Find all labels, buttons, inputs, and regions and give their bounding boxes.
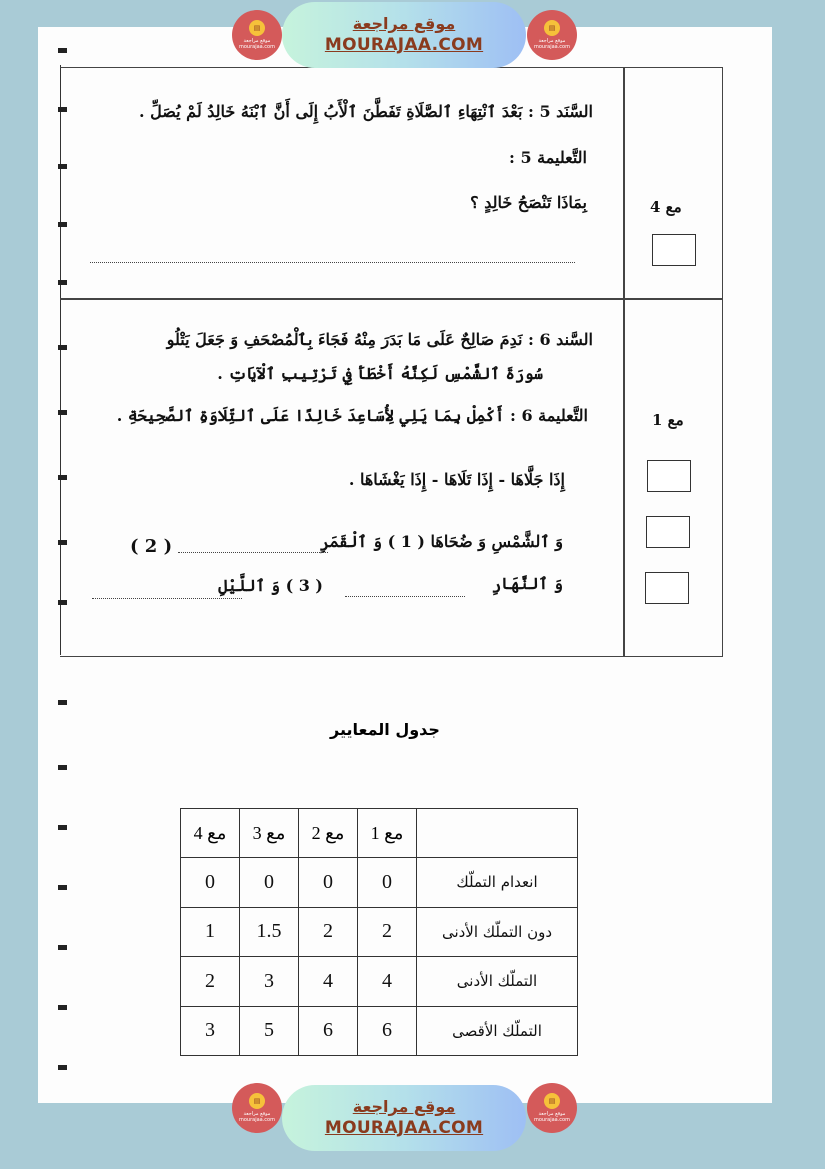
cell: 5 bbox=[240, 1006, 299, 1056]
verse-blank-3[interactable] bbox=[92, 598, 242, 599]
book-icon: ▤ bbox=[544, 20, 560, 36]
criteria-table-title: جدول المعايير bbox=[330, 720, 440, 739]
verse-line-1-start: وَ ٱلشَّمْسِ وَ ضُحَاهَا ( 1 ) وَ ٱلْقَمَرِ bbox=[320, 532, 563, 551]
score-box-3[interactable] bbox=[645, 572, 689, 604]
banner-site-link[interactable]: MOURAJAA.COM bbox=[324, 1118, 484, 1138]
verse-choices: إِذَا جَلَّاهَا - إِذَا تَلَاهَا - إِذَا يَغْشَاهَا . bbox=[348, 470, 565, 489]
cell: 6 bbox=[358, 1006, 417, 1056]
cell: 3 bbox=[240, 957, 299, 1007]
header-criterion-4: مع 4 bbox=[181, 809, 240, 858]
sanad-5-text: السَّنَد 5 : بَعْدَ ٱنْتِهَاءِ ٱلصَّلَاةِ تَفَطَّنَ ٱلْأَبُ إِلَى أَنَّ ٱبْنَهُ خَالِدُ لَمْ يُصَلِّ . bbox=[139, 102, 593, 121]
sanad-6-line2: سُورَةَ ٱلشَّمْسِ لَكِنَّهُ أَخْطَأَ فِي تَرْتِيبِ ٱلْآيَاتِ . bbox=[217, 364, 543, 383]
cell: 1 bbox=[181, 907, 240, 957]
criteria-column-divider bbox=[623, 68, 625, 656]
header-criterion-1: مع 1 bbox=[358, 809, 417, 858]
site-logo-left[interactable]: ▤ موقع مراجعة mourajaa.com bbox=[232, 10, 282, 60]
margin-mark bbox=[58, 825, 67, 830]
table-row bbox=[181, 907, 578, 957]
site-logo-right[interactable]: ▤ موقع مراجعة mourajaa.com bbox=[527, 10, 577, 60]
cell: 3 bbox=[181, 1006, 240, 1056]
book-icon: ▤ bbox=[249, 20, 265, 36]
instruction-6-text: التَّعليمة 6 : أَكْمِلْ بِمَا يَلِي لِأُسَاعِدَ خَالِدًا عَلَى ٱلتِّلَاوَةِ ٱلصَّحِيحَةِ . bbox=[116, 406, 588, 425]
section-divider bbox=[60, 298, 722, 300]
row-label: التملّك الأدنى bbox=[417, 957, 578, 1007]
cell: 2 bbox=[181, 957, 240, 1007]
answer-line-5[interactable] bbox=[90, 262, 575, 263]
banner-site-link[interactable]: MOURAJAA.COM bbox=[324, 35, 484, 55]
criterion-label-4: مع 4 bbox=[650, 198, 682, 216]
site-logo-left-bottom[interactable]: ▤ موقع مراجعة mourajaa.com bbox=[232, 1083, 282, 1133]
row-label: التملّك الأقصى bbox=[417, 1006, 578, 1056]
margin-mark bbox=[58, 700, 67, 705]
site-banner-bottom[interactable] bbox=[282, 1085, 526, 1151]
margin-mark bbox=[58, 48, 67, 53]
margin-mark bbox=[58, 1005, 67, 1010]
verse-line-2-mid: ( 3 ) وَ ٱللَّيْلِ bbox=[218, 576, 323, 595]
table-header-row bbox=[181, 809, 578, 858]
cell: 2 bbox=[358, 907, 417, 957]
site-logo-right-bottom[interactable]: ▤ موقع مراجعة mourajaa.com bbox=[527, 1083, 577, 1133]
header-criterion-2: مع 2 bbox=[299, 809, 358, 858]
cell: 1.5 bbox=[240, 907, 299, 957]
margin-mark bbox=[58, 1065, 67, 1070]
book-icon: ▤ bbox=[544, 1093, 560, 1109]
header-criterion-3: مع 3 bbox=[240, 809, 299, 858]
table-row bbox=[181, 858, 578, 908]
question-5-text: بِمَاذَا تَنْصَحُ خَالِدٍ ؟ bbox=[470, 193, 587, 212]
margin-mark bbox=[58, 765, 67, 770]
criterion-label-1: مع 1 bbox=[652, 411, 684, 429]
cell: 0 bbox=[181, 858, 240, 908]
row-label: دون التملّك الأدنى bbox=[417, 907, 578, 957]
book-icon: ▤ bbox=[249, 1093, 265, 1109]
table-row bbox=[181, 1006, 578, 1056]
score-box-criterion-4[interactable] bbox=[652, 234, 696, 266]
criteria-table bbox=[180, 808, 578, 1056]
verse-number-2: ( 2 ) bbox=[130, 536, 173, 557]
verse-line-2-start: وَ ٱلنَّهَارِ bbox=[491, 574, 563, 593]
cell: 4 bbox=[358, 957, 417, 1007]
sanad-6-line1: السَّند 6 : نَدِمَ صَالِحٌ عَلَى مَا بَدَرَ مِنْهُ فَجَاءَ بِٱلْمُصْحَفِ وَ جَعَلَ يَتْلُو bbox=[166, 330, 593, 349]
instruction-5-label: التَّعليمة 5 : bbox=[508, 148, 587, 167]
cell: 4 bbox=[299, 957, 358, 1007]
margin-mark bbox=[58, 945, 67, 950]
exam-frame bbox=[60, 67, 723, 657]
row-label: انعدام التملّك bbox=[417, 858, 578, 908]
score-box-2[interactable] bbox=[646, 516, 690, 548]
cell: 0 bbox=[240, 858, 299, 908]
cell: 0 bbox=[358, 858, 417, 908]
banner-arabic-title: موقع مراجعة bbox=[352, 14, 456, 33]
site-banner-top[interactable] bbox=[282, 2, 526, 68]
header-level bbox=[417, 809, 578, 858]
table-row bbox=[181, 957, 578, 1007]
cell: 0 bbox=[299, 858, 358, 908]
verse-blank-1[interactable] bbox=[178, 552, 328, 553]
cell: 2 bbox=[299, 907, 358, 957]
score-box-1[interactable] bbox=[647, 460, 691, 492]
verse-blank-2[interactable] bbox=[345, 596, 465, 597]
cell: 6 bbox=[299, 1006, 358, 1056]
margin-mark bbox=[58, 885, 67, 890]
banner-arabic-title: موقع مراجعة bbox=[352, 1097, 456, 1116]
